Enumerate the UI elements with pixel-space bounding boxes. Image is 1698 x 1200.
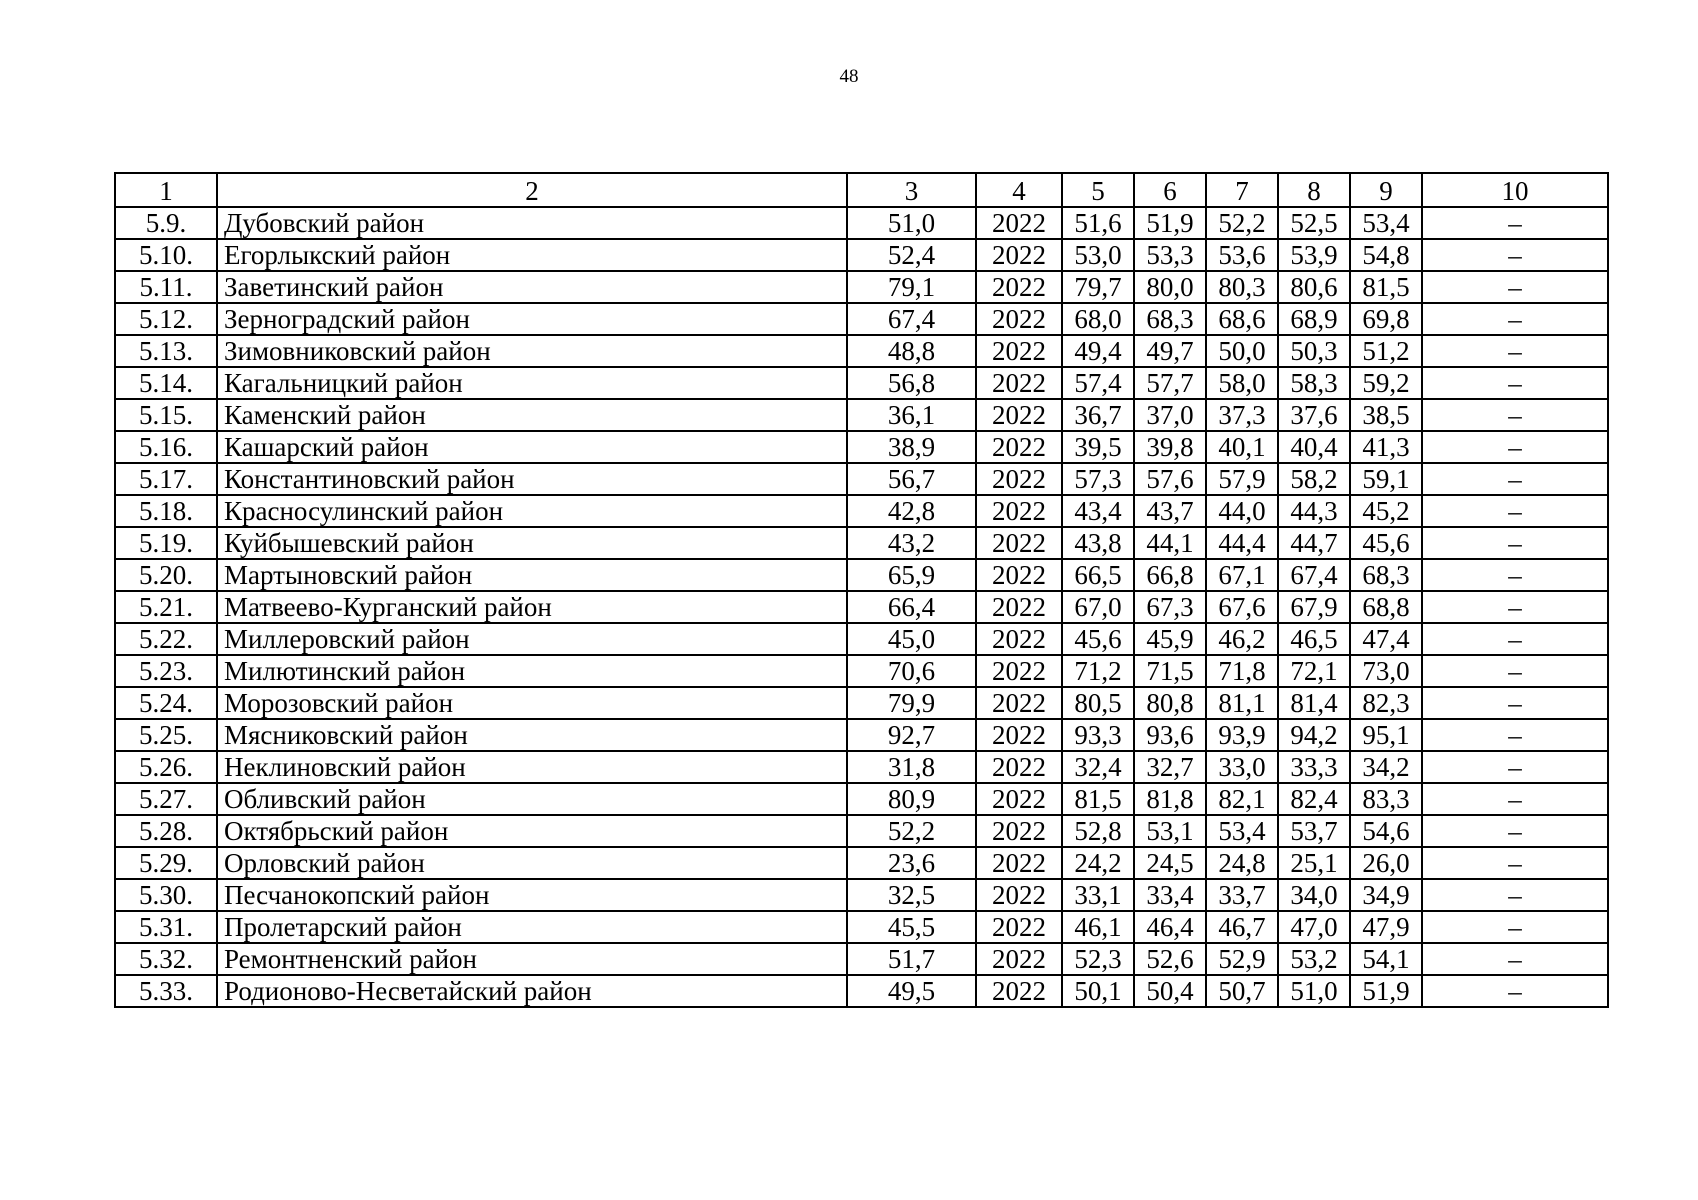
dash-cell: – [1422, 655, 1608, 687]
year-cell: 2022 [976, 527, 1062, 559]
column-header: 5 [1062, 173, 1134, 207]
value-cell-col3: 70,6 [847, 655, 976, 687]
column-header: 4 [976, 173, 1062, 207]
value-cell-col7: 33,0 [1206, 751, 1278, 783]
dash-cell: – [1422, 879, 1608, 911]
row-number-cell: 5.31. [115, 911, 217, 943]
value-cell-col6: 49,7 [1134, 335, 1206, 367]
row-number-cell: 5.29. [115, 847, 217, 879]
value-cell-col9: 51,2 [1350, 335, 1422, 367]
value-cell-col5: 68,0 [1062, 303, 1134, 335]
value-cell-col8: 72,1 [1278, 655, 1350, 687]
year-cell: 2022 [976, 751, 1062, 783]
district-name-cell: Константиновский район [217, 463, 847, 495]
year-cell: 2022 [976, 559, 1062, 591]
value-cell-col5: 81,5 [1062, 783, 1134, 815]
dash-cell: – [1422, 367, 1608, 399]
value-cell-col8: 67,4 [1278, 559, 1350, 591]
value-cell-col9: 47,9 [1350, 911, 1422, 943]
value-cell-col5: 49,4 [1062, 335, 1134, 367]
value-cell-col6: 66,8 [1134, 559, 1206, 591]
district-name-cell: Заветинский район [217, 271, 847, 303]
value-cell-col5: 57,4 [1062, 367, 1134, 399]
dash-cell: – [1422, 623, 1608, 655]
value-cell-col7: 24,8 [1206, 847, 1278, 879]
dash-cell: – [1422, 303, 1608, 335]
value-cell-col9: 45,2 [1350, 495, 1422, 527]
district-name-cell: Ремонтненский район [217, 943, 847, 975]
row-number-cell: 5.32. [115, 943, 217, 975]
value-cell-col7: 71,8 [1206, 655, 1278, 687]
value-cell-col8: 94,2 [1278, 719, 1350, 751]
value-cell-col6: 53,3 [1134, 239, 1206, 271]
row-number-cell: 5.12. [115, 303, 217, 335]
value-cell-col7: 53,4 [1206, 815, 1278, 847]
year-cell: 2022 [976, 495, 1062, 527]
value-cell-col9: 54,6 [1350, 815, 1422, 847]
dash-cell: – [1422, 751, 1608, 783]
district-name-cell: Октябрьский район [217, 815, 847, 847]
table-row [115, 367, 1608, 399]
value-cell-col6: 24,5 [1134, 847, 1206, 879]
table-row [115, 879, 1608, 911]
row-number-cell: 5.18. [115, 495, 217, 527]
district-name-cell: Куйбышевский район [217, 527, 847, 559]
value-cell-col7: 57,9 [1206, 463, 1278, 495]
table-row [115, 495, 1608, 527]
value-cell-col8: 80,6 [1278, 271, 1350, 303]
value-cell-col8: 52,5 [1278, 207, 1350, 239]
value-cell-col5: 24,2 [1062, 847, 1134, 879]
value-cell-col3: 36,1 [847, 399, 976, 431]
value-cell-col6: 52,6 [1134, 943, 1206, 975]
dash-cell: – [1422, 687, 1608, 719]
value-cell-col9: 34,9 [1350, 879, 1422, 911]
dash-cell: – [1422, 207, 1608, 239]
dash-cell: – [1422, 527, 1608, 559]
value-cell-col8: 81,4 [1278, 687, 1350, 719]
value-cell-col9: 47,4 [1350, 623, 1422, 655]
dash-cell: – [1422, 591, 1608, 623]
value-cell-col6: 93,6 [1134, 719, 1206, 751]
value-cell-col8: 68,9 [1278, 303, 1350, 335]
value-cell-col5: 79,7 [1062, 271, 1134, 303]
value-cell-col9: 45,6 [1350, 527, 1422, 559]
year-cell: 2022 [976, 623, 1062, 655]
value-cell-col6: 33,4 [1134, 879, 1206, 911]
value-cell-col8: 34,0 [1278, 879, 1350, 911]
value-cell-col5: 51,6 [1062, 207, 1134, 239]
value-cell-col5: 93,3 [1062, 719, 1134, 751]
value-cell-col3: 49,5 [847, 975, 976, 1007]
row-number-cell: 5.25. [115, 719, 217, 751]
row-number-cell: 5.27. [115, 783, 217, 815]
year-cell: 2022 [976, 431, 1062, 463]
district-name-cell: Красносулинский район [217, 495, 847, 527]
value-cell-col3: 51,0 [847, 207, 976, 239]
value-cell-col5: 57,3 [1062, 463, 1134, 495]
year-cell: 2022 [976, 847, 1062, 879]
value-cell-col8: 44,3 [1278, 495, 1350, 527]
value-cell-col6: 32,7 [1134, 751, 1206, 783]
value-cell-col9: 73,0 [1350, 655, 1422, 687]
value-cell-col8: 58,2 [1278, 463, 1350, 495]
district-name-cell: Егорлыкский район [217, 239, 847, 271]
column-header: 1 [115, 173, 217, 207]
value-cell-col3: 56,7 [847, 463, 976, 495]
value-cell-col3: 92,7 [847, 719, 976, 751]
row-number-cell: 5.16. [115, 431, 217, 463]
value-cell-col9: 68,8 [1350, 591, 1422, 623]
row-number-cell: 5.24. [115, 687, 217, 719]
value-cell-col9: 82,3 [1350, 687, 1422, 719]
value-cell-col8: 53,2 [1278, 943, 1350, 975]
district-name-cell: Зимовниковский район [217, 335, 847, 367]
value-cell-col5: 80,5 [1062, 687, 1134, 719]
value-cell-col3: 79,1 [847, 271, 976, 303]
row-number-cell: 5.14. [115, 367, 217, 399]
table-row [115, 431, 1608, 463]
value-cell-col3: 80,9 [847, 783, 976, 815]
value-cell-col6: 81,8 [1134, 783, 1206, 815]
value-cell-col7: 46,2 [1206, 623, 1278, 655]
value-cell-col8: 51,0 [1278, 975, 1350, 1007]
year-cell: 2022 [976, 399, 1062, 431]
year-cell: 2022 [976, 815, 1062, 847]
value-cell-col6: 44,1 [1134, 527, 1206, 559]
value-cell-col3: 23,6 [847, 847, 976, 879]
row-number-cell: 5.19. [115, 527, 217, 559]
table-row [115, 751, 1608, 783]
year-cell: 2022 [976, 687, 1062, 719]
value-cell-col7: 93,9 [1206, 719, 1278, 751]
value-cell-col8: 82,4 [1278, 783, 1350, 815]
value-cell-col7: 37,3 [1206, 399, 1278, 431]
district-name-cell: Кагальницкий район [217, 367, 847, 399]
value-cell-col7: 80,3 [1206, 271, 1278, 303]
value-cell-col5: 53,0 [1062, 239, 1134, 271]
value-cell-col6: 68,3 [1134, 303, 1206, 335]
table-row [115, 815, 1608, 847]
district-name-cell: Каменский район [217, 399, 847, 431]
dash-cell: – [1422, 463, 1608, 495]
district-name-cell: Неклиновский район [217, 751, 847, 783]
year-cell: 2022 [976, 271, 1062, 303]
row-number-cell: 5.22. [115, 623, 217, 655]
dash-cell: – [1422, 271, 1608, 303]
table-body [115, 173, 1608, 1007]
year-cell: 2022 [976, 879, 1062, 911]
district-name-cell: Орловский район [217, 847, 847, 879]
row-number-cell: 5.20. [115, 559, 217, 591]
value-cell-col7: 50,0 [1206, 335, 1278, 367]
value-cell-col3: 56,8 [847, 367, 976, 399]
column-header: 10 [1422, 173, 1608, 207]
table-row [115, 239, 1608, 271]
district-name-cell: Матвеево-Курганский район [217, 591, 847, 623]
value-cell-col7: 81,1 [1206, 687, 1278, 719]
table-row [115, 303, 1608, 335]
value-cell-col5: 66,5 [1062, 559, 1134, 591]
value-cell-col5: 50,1 [1062, 975, 1134, 1007]
value-cell-col3: 31,8 [847, 751, 976, 783]
value-cell-col9: 41,3 [1350, 431, 1422, 463]
value-cell-col6: 57,6 [1134, 463, 1206, 495]
value-cell-col3: 45,0 [847, 623, 976, 655]
table-row [115, 591, 1608, 623]
table-row [115, 655, 1608, 687]
value-cell-col3: 51,7 [847, 943, 976, 975]
value-cell-col7: 82,1 [1206, 783, 1278, 815]
row-number-cell: 5.15. [115, 399, 217, 431]
column-header: 8 [1278, 173, 1350, 207]
row-number-cell: 5.9. [115, 207, 217, 239]
value-cell-col7: 40,1 [1206, 431, 1278, 463]
dash-cell: – [1422, 783, 1608, 815]
row-number-cell: 5.26. [115, 751, 217, 783]
value-cell-col5: 43,8 [1062, 527, 1134, 559]
value-cell-col9: 83,3 [1350, 783, 1422, 815]
page-number: 48 [839, 66, 859, 87]
row-number-cell: 5.17. [115, 463, 217, 495]
table-row [115, 943, 1608, 975]
value-cell-col7: 67,6 [1206, 591, 1278, 623]
value-cell-col6: 71,5 [1134, 655, 1206, 687]
dash-cell: – [1422, 431, 1608, 463]
district-name-cell: Дубовский район [217, 207, 847, 239]
value-cell-col9: 59,1 [1350, 463, 1422, 495]
value-cell-col9: 51,9 [1350, 975, 1422, 1007]
value-cell-col3: 43,2 [847, 527, 976, 559]
year-cell: 2022 [976, 783, 1062, 815]
column-header: 9 [1350, 173, 1422, 207]
district-name-cell: Милютинский район [217, 655, 847, 687]
value-cell-col8: 44,7 [1278, 527, 1350, 559]
dash-cell: – [1422, 943, 1608, 975]
table-row [115, 911, 1608, 943]
value-cell-col7: 46,7 [1206, 911, 1278, 943]
year-cell: 2022 [976, 943, 1062, 975]
value-cell-col7: 68,6 [1206, 303, 1278, 335]
value-cell-col5: 71,2 [1062, 655, 1134, 687]
value-cell-col6: 43,7 [1134, 495, 1206, 527]
value-cell-col9: 81,5 [1350, 271, 1422, 303]
value-cell-col6: 57,7 [1134, 367, 1206, 399]
year-cell: 2022 [976, 303, 1062, 335]
value-cell-col5: 39,5 [1062, 431, 1134, 463]
value-cell-col5: 52,8 [1062, 815, 1134, 847]
value-cell-col9: 69,8 [1350, 303, 1422, 335]
value-cell-col9: 34,2 [1350, 751, 1422, 783]
value-cell-col5: 46,1 [1062, 911, 1134, 943]
value-cell-col6: 80,0 [1134, 271, 1206, 303]
year-cell: 2022 [976, 463, 1062, 495]
table-row [115, 687, 1608, 719]
dash-cell: – [1422, 495, 1608, 527]
value-cell-col5: 45,6 [1062, 623, 1134, 655]
value-cell-col8: 46,5 [1278, 623, 1350, 655]
value-cell-col3: 38,9 [847, 431, 976, 463]
value-cell-col5: 67,0 [1062, 591, 1134, 623]
year-cell: 2022 [976, 719, 1062, 751]
value-cell-col3: 65,9 [847, 559, 976, 591]
column-header: 2 [217, 173, 847, 207]
year-cell: 2022 [976, 239, 1062, 271]
value-cell-col5: 32,4 [1062, 751, 1134, 783]
table-row [115, 559, 1608, 591]
value-cell-col7: 67,1 [1206, 559, 1278, 591]
row-number-cell: 5.23. [115, 655, 217, 687]
value-cell-col9: 68,3 [1350, 559, 1422, 591]
district-name-cell: Зерноградский район [217, 303, 847, 335]
value-cell-col7: 53,6 [1206, 239, 1278, 271]
value-cell-col7: 50,7 [1206, 975, 1278, 1007]
district-name-cell: Песчанокопский район [217, 879, 847, 911]
dash-cell: – [1422, 719, 1608, 751]
value-cell-col3: 52,4 [847, 239, 976, 271]
value-cell-col6: 46,4 [1134, 911, 1206, 943]
district-name-cell: Мартыновский район [217, 559, 847, 591]
value-cell-col7: 44,0 [1206, 495, 1278, 527]
dash-cell: – [1422, 335, 1608, 367]
district-name-cell: Мясниковский район [217, 719, 847, 751]
value-cell-col8: 53,7 [1278, 815, 1350, 847]
value-cell-col7: 44,4 [1206, 527, 1278, 559]
table-row [115, 335, 1608, 367]
year-cell: 2022 [976, 335, 1062, 367]
value-cell-col3: 52,2 [847, 815, 976, 847]
row-number-cell: 5.30. [115, 879, 217, 911]
value-cell-col6: 45,9 [1134, 623, 1206, 655]
table-row [115, 399, 1608, 431]
table-row [115, 623, 1608, 655]
value-cell-col3: 48,8 [847, 335, 976, 367]
value-cell-col3: 32,5 [847, 879, 976, 911]
dash-cell: – [1422, 239, 1608, 271]
dash-cell: – [1422, 847, 1608, 879]
value-cell-col8: 25,1 [1278, 847, 1350, 879]
column-header: 6 [1134, 173, 1206, 207]
table-row [115, 271, 1608, 303]
dash-cell: – [1422, 399, 1608, 431]
value-cell-col8: 58,3 [1278, 367, 1350, 399]
district-name-cell: Родионово-Несветайский район [217, 975, 847, 1007]
value-cell-col6: 51,9 [1134, 207, 1206, 239]
district-name-cell: Кашарский район [217, 431, 847, 463]
district-name-cell: Миллеровский район [217, 623, 847, 655]
row-number-cell: 5.28. [115, 815, 217, 847]
value-cell-col5: 52,3 [1062, 943, 1134, 975]
column-header: 7 [1206, 173, 1278, 207]
value-cell-col9: 53,4 [1350, 207, 1422, 239]
column-header: 3 [847, 173, 976, 207]
value-cell-col6: 80,8 [1134, 687, 1206, 719]
table-row [115, 527, 1608, 559]
year-cell: 2022 [976, 591, 1062, 623]
value-cell-col9: 38,5 [1350, 399, 1422, 431]
year-cell: 2022 [976, 911, 1062, 943]
dash-cell: – [1422, 911, 1608, 943]
value-cell-col7: 52,2 [1206, 207, 1278, 239]
value-cell-col8: 33,3 [1278, 751, 1350, 783]
table-row [115, 207, 1608, 239]
year-cell: 2022 [976, 975, 1062, 1007]
row-number-cell: 5.33. [115, 975, 217, 1007]
value-cell-col3: 79,9 [847, 687, 976, 719]
table-row [115, 783, 1608, 815]
value-cell-col5: 43,4 [1062, 495, 1134, 527]
year-cell: 2022 [976, 655, 1062, 687]
dash-cell: – [1422, 559, 1608, 591]
dash-cell: – [1422, 975, 1608, 1007]
district-name-cell: Пролетарский район [217, 911, 847, 943]
value-cell-col8: 37,6 [1278, 399, 1350, 431]
value-cell-col7: 58,0 [1206, 367, 1278, 399]
table-row [115, 975, 1608, 1007]
value-cell-col7: 33,7 [1206, 879, 1278, 911]
district-name-cell: Обливский район [217, 783, 847, 815]
value-cell-col9: 59,2 [1350, 367, 1422, 399]
value-cell-col8: 50,3 [1278, 335, 1350, 367]
table-row [115, 719, 1608, 751]
value-cell-col5: 36,7 [1062, 399, 1134, 431]
value-cell-col8: 53,9 [1278, 239, 1350, 271]
value-cell-col6: 37,0 [1134, 399, 1206, 431]
value-cell-col7: 52,9 [1206, 943, 1278, 975]
value-cell-col3: 45,5 [847, 911, 976, 943]
row-number-cell: 5.21. [115, 591, 217, 623]
value-cell-col8: 47,0 [1278, 911, 1350, 943]
value-cell-col9: 54,1 [1350, 943, 1422, 975]
value-cell-col6: 67,3 [1134, 591, 1206, 623]
header-row [115, 173, 1608, 207]
row-number-cell: 5.13. [115, 335, 217, 367]
table-row [115, 847, 1608, 879]
value-cell-col9: 26,0 [1350, 847, 1422, 879]
value-cell-col8: 40,4 [1278, 431, 1350, 463]
value-cell-col8: 67,9 [1278, 591, 1350, 623]
row-number-cell: 5.10. [115, 239, 217, 271]
district-name-cell: Морозовский район [217, 687, 847, 719]
value-cell-col9: 54,8 [1350, 239, 1422, 271]
value-cell-col5: 33,1 [1062, 879, 1134, 911]
year-cell: 2022 [976, 207, 1062, 239]
value-cell-col6: 39,8 [1134, 431, 1206, 463]
table-row [115, 463, 1608, 495]
row-number-cell: 5.11. [115, 271, 217, 303]
dash-cell: – [1422, 815, 1608, 847]
data-table [114, 172, 1609, 1008]
value-cell-col3: 42,8 [847, 495, 976, 527]
value-cell-col3: 67,4 [847, 303, 976, 335]
value-cell-col9: 95,1 [1350, 719, 1422, 751]
value-cell-col6: 50,4 [1134, 975, 1206, 1007]
value-cell-col3: 66,4 [847, 591, 976, 623]
year-cell: 2022 [976, 367, 1062, 399]
value-cell-col6: 53,1 [1134, 815, 1206, 847]
